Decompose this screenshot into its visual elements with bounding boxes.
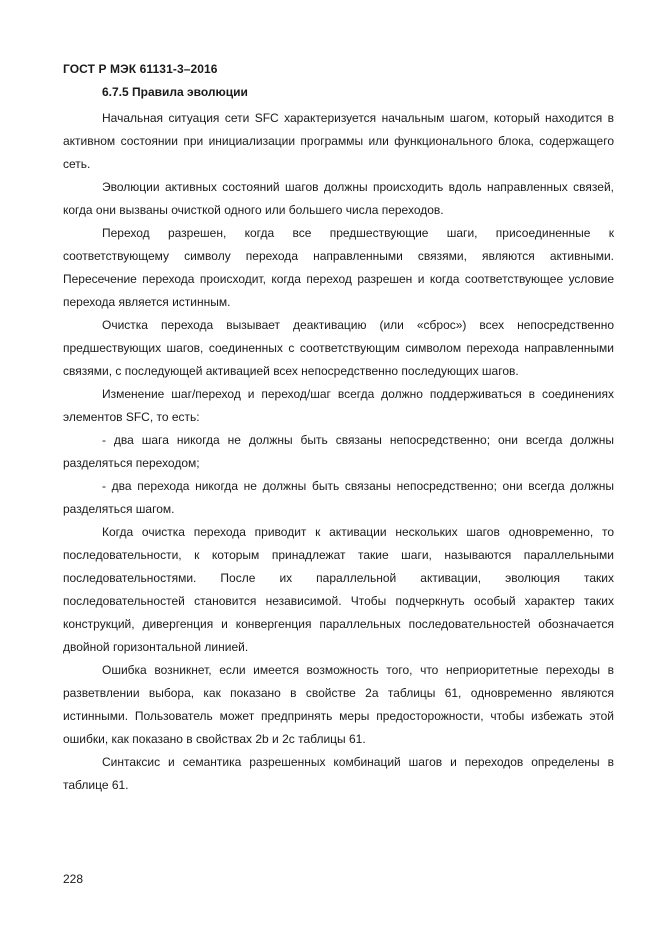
paragraph: Эволюции активных состояний шагов должны происходить вдоль направленных связей, когда они вызваны очисткой одного или большего числа переходов. [63,180,614,217]
paragraph: Синтаксис и семантика разрешенных комбинаций шагов и переходов определены в таблице 61. [63,755,614,792]
paragraph: Начальная ситуация сети SFC характеризуется начальным шагом, который находится в активном состоянии при инициализации программы или функционального блока, содержащего сеть. [63,111,614,171]
paragraph: Ошибка возникнет, если имеется возможность того, что неприоритетные переходы в разветвлении выбора, как показано в свойстве 2a таблицы 61, одновременно являются истинными. Пользователь может предпринять меры предосторожности, чтобы избежать этой ошибки, как показано в свойствах 2b и 2c таблицы 61. [63,663,614,746]
paragraph: Изменение шаг/переход и переход/шаг всегда должно поддерживаться в соединениях элементов SFC, то есть: [63,387,614,424]
paragraph: Когда очистка перехода приводит к активации нескольких шагов одновременно, то последовательности, к которым принадлежат такие шаги, называются параллельными последовательностями. После их параллельной активации, эволюция таких последовательностей становится независимой. Чтобы подчеркнуть особый характер таких конструкций, дивергенция и конвергенция параллельных последовательностей обозначается двойной горизонтальной линией. [63,525,614,654]
section-title: 6.7.5 Правила эволюции [102,85,248,99]
document-header: ГОСТ Р МЭК 61131-3–2016 [63,62,218,76]
page-number: 228 [63,872,84,886]
paragraph: Очистка перехода вызывает деактивацию (или «сброс») всех непосредственно предшествующих шагов, соединенных с соответствующим символом перехода направленными связями, с последующей активацией всех непосредственно последующих шагов. [63,318,614,378]
list-item: - два перехода никогда не должны быть связаны непосредственно; они всегда должны разделяться шагом. [63,479,614,516]
body-text [63,107,614,797]
paragraph: Переход разрешен, когда все предшествующие шаги, присоединенные к соответствующему символу перехода направленными связями, являются активными. Пересечение перехода происходит, когда переход разрешен и когда соответствующее условие перехода является истинным. [63,226,614,309]
list-item: - два шага никогда не должны быть связаны непосредственно; они всегда должны разделяться переходом; [63,433,614,470]
